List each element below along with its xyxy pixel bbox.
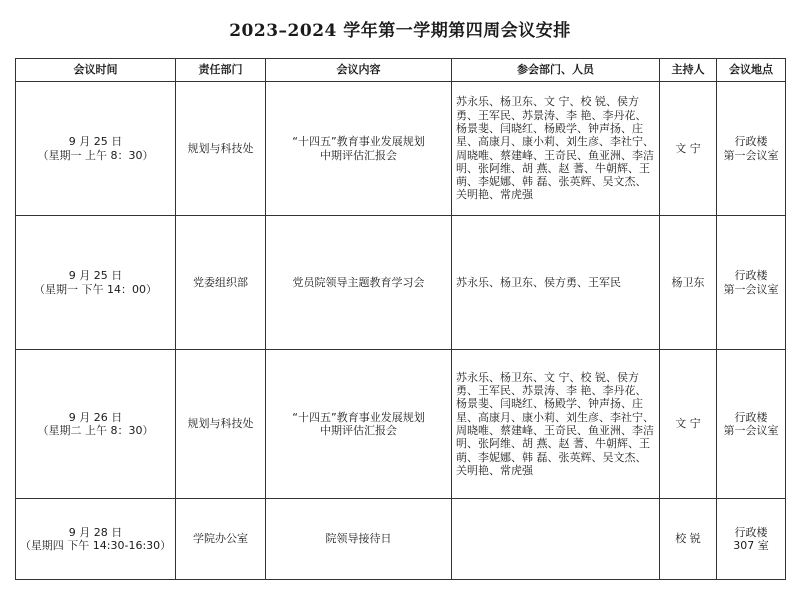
location-room: 第一会议室 [723, 424, 779, 437]
meeting-date: 9 月 25 日 [68, 269, 123, 283]
location-building: 行政楼 [734, 135, 768, 149]
host-cell: 校 锐 [660, 499, 717, 580]
table-row [16, 350, 786, 499]
content-line-2: 中期评估汇报会 [320, 148, 397, 162]
content-line-1: “十四五”教育事业发展规划 [292, 135, 425, 149]
table-row [16, 499, 786, 580]
meeting-day: （星期一 上午 8：30） [37, 148, 154, 162]
location-cell [717, 350, 786, 499]
location-cell [717, 216, 786, 350]
meeting-time-cell [16, 216, 176, 350]
content-line-1: 党员院领导主题教育学习会 [292, 275, 425, 289]
location-room: 第一会议室 [723, 148, 779, 162]
meeting-date: 9 月 28 日 [68, 525, 123, 539]
meeting-day: （星期四 下午 14:30-16:30） [19, 539, 172, 552]
location-building: 行政楼 [734, 525, 768, 539]
dept-cell: 规划与科技处 [176, 82, 266, 216]
header-row [16, 59, 786, 82]
host-cell: 文 宁 [660, 350, 717, 499]
table-row [16, 216, 786, 350]
content-cell [266, 82, 452, 216]
header-host: 主持人 [660, 59, 717, 82]
attendee-list: 苏永乐、杨卫东、侯方勇、王军民 [456, 275, 621, 289]
meeting-date: 9 月 26 日 [68, 410, 123, 424]
dept-cell: 学院办公室 [176, 499, 266, 580]
people-cell [452, 350, 660, 499]
location-cell [717, 499, 786, 580]
header-location: 会议地点 [717, 59, 786, 82]
meeting-date: 9 月 25 日 [68, 135, 123, 149]
people-cell [452, 82, 660, 216]
content-line-1: 院领导接待日 [325, 532, 392, 546]
meeting-time-cell [16, 350, 176, 499]
header-dept: 责任部门 [176, 59, 266, 82]
location-building: 行政楼 [734, 410, 768, 424]
table-row [16, 82, 786, 216]
content-line-1: “十四五”教育事业发展规划 [292, 410, 425, 424]
meeting-time-cell [16, 499, 176, 580]
header-content: 会议内容 [266, 59, 452, 82]
location-room: 307 室 [733, 539, 769, 552]
meeting-day: （星期二 上午 8：30） [37, 424, 154, 437]
location-room: 第一会议室 [723, 282, 779, 296]
location-building: 行政楼 [734, 269, 768, 283]
meeting-day: （星期一 下午 14：00） [34, 282, 157, 296]
host-cell: 文 宁 [660, 82, 717, 216]
content-line-2: 中期评估汇报会 [320, 424, 397, 437]
host-cell: 杨卫东 [660, 216, 717, 350]
header-time: 会议时间 [16, 59, 176, 82]
meeting-time-cell [16, 82, 176, 216]
header-people: 参会部门、人员 [452, 59, 660, 82]
attendee-list: 苏永乐、杨卫东、文 宁、校 锐、侯方勇、王军民、苏景涛、李 艳、李丹花、杨景斐、闫晓红、杨殿学、钟声扬、庄 星、高康月、康小莉、刘生彦、李社宁、周晓唯、蔡建峰、王奇民、鱼亚洲、李洁明、张阿维、胡 燕、赵 蓍、牛朝辉、王 萌、李妮娜、韩 磊、张英辉、吴文杰、关明艳、常虎强 [456, 95, 654, 202]
dept-cell: 规划与科技处 [176, 350, 266, 499]
meeting-schedule-table [15, 58, 786, 580]
dept-cell: 党委组织部 [176, 216, 266, 350]
attendee-list: 苏永乐、杨卫东、文 宁、校 锐、侯方勇、王军民、苏景涛、李 艳、李丹花、杨景斐、闫晓红、杨殿学、钟声扬、庄 星、高康月、康小莉、刘生彦、李社宁、周晓唯、蔡建峰、王奇民、鱼亚洲、李洁明、张阿维、胡 燕、赵 蓍、牛朝辉、王 萌、李妮娜、韩 磊、张英辉、吴文杰、关明艳、常虎强 [456, 370, 654, 477]
page-title: 2023–2024 学年第一学期第四周会议安排 [229, 21, 571, 41]
content-cell [266, 216, 452, 350]
people-cell [452, 216, 660, 350]
content-cell [266, 350, 452, 499]
content-cell [266, 499, 452, 580]
location-cell [717, 82, 786, 216]
people-cell [452, 499, 660, 580]
